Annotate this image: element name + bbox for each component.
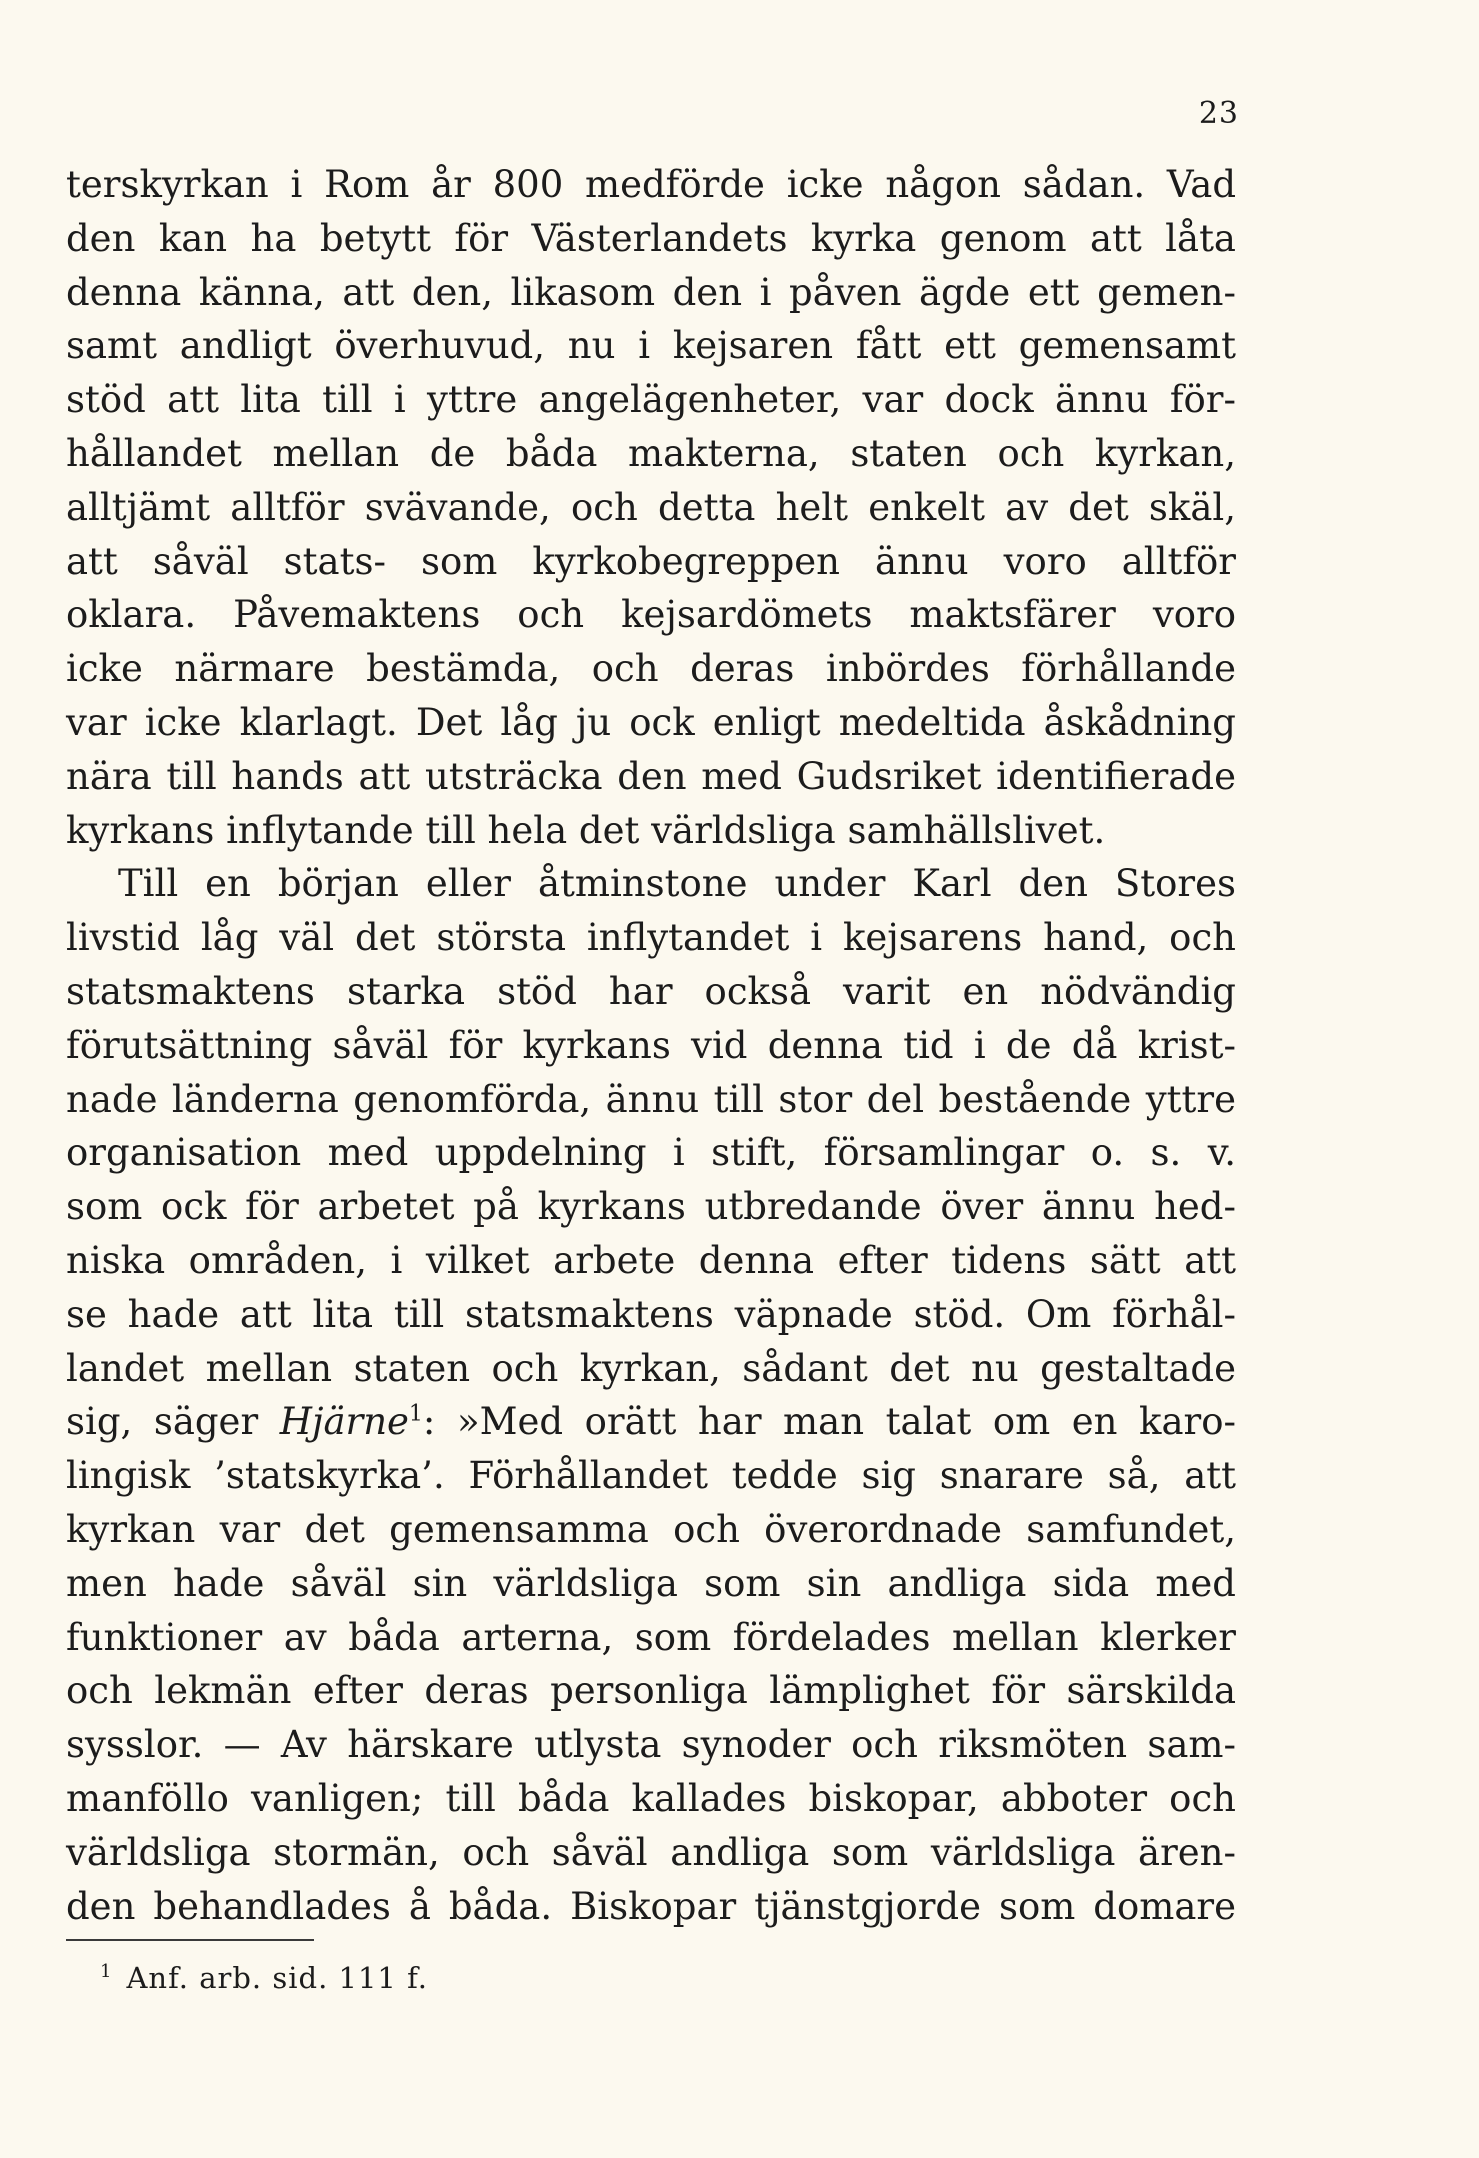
- footnote-mark: 1: [100, 1961, 113, 1983]
- cited-line-after: : »Med orätt har man talat om en karo-: [422, 1400, 1236, 1444]
- text-line: hållandet mellan de båda makterna, staten och kyrkan,: [66, 431, 1236, 475]
- footnote: [100, 1961, 428, 1995]
- cited-author: Hjärne: [279, 1400, 409, 1444]
- text-line: landet mellan staten och kyrkan, sådant det nu gestaltade: [66, 1346, 1236, 1390]
- text-line: förutsättning såväl för kyrkans vid denna tid i de då krist-: [66, 1023, 1236, 1067]
- text-line: denna känna, att den, likasom den i påven ägde ett gemen-: [66, 270, 1236, 314]
- text-line: den kan ha betytt för Västerlandets kyrka genom att låta: [66, 216, 1236, 260]
- text-line: var icke klarlagt. Det låg ju ock enligt medeltida åskådning: [66, 700, 1236, 744]
- text-line: statsmaktens starka stöd har också varit en nödvändig: [66, 969, 1236, 1013]
- text-line: livstid låg väl det största inflytandet i kejsarens hand, och: [66, 916, 1236, 960]
- footnote-reference: 1: [408, 1402, 423, 1427]
- text-line: terskyrkan i Rom år 800 medförde icke någon sådan. Vad: [66, 163, 1236, 206]
- text-line: manföllo vanligen; till båda kallades biskopar, abboter och: [66, 1776, 1236, 1820]
- text-line: nära till hands att utsträcka den med Gudsriket identifierade: [66, 754, 1236, 798]
- text-line: organisation med uppdelning i stift, församlingar o. s. v.: [66, 1131, 1236, 1175]
- text-line: se hade att lita till statsmaktens väpnade stöd. Om förhål-: [66, 1292, 1236, 1336]
- text-line: kyrkans inflytande till hela det världsliga samhällslivet.: [66, 808, 1106, 852]
- text-line: icke närmare bestämda, och deras inbördes förhållande: [66, 647, 1236, 691]
- text-line: att såväl stats- som kyrkobegreppen ännu voro alltför: [66, 539, 1236, 583]
- text-line: alltjämt alltför svävande, och detta helt enkelt av det skäl,: [66, 485, 1236, 529]
- footnote-text: Anf. arb. sid. 111 f.: [126, 1961, 429, 1995]
- text-line: som ock för arbetet på kyrkans utbredande över ännu hed-: [66, 1185, 1236, 1229]
- text-line: nade länderna genomförda, ännu till stor del bestående yttre: [66, 1077, 1236, 1121]
- text-line: Till en början eller åtminstone under Karl den Stores: [118, 862, 1236, 906]
- text-line: kyrkan var det gemensamma och överordnade samfundet,: [66, 1507, 1236, 1551]
- footnote-divider: [66, 1939, 314, 1941]
- text-line: oklara. Påvemaktens och kejsardömets maktsfärer voro: [66, 593, 1236, 637]
- text-line: lingisk ’statskyrka’. Förhållandet tedde sig snarare så, att: [66, 1454, 1236, 1498]
- page-number: 23: [1198, 96, 1239, 131]
- text-line: den behandlades å båda. Biskopar tjänstgjorde som domare: [66, 1884, 1236, 1928]
- cited-line-before: sig, säger: [66, 1400, 280, 1444]
- text-line: funktioner av båda arterna, som fördelades mellan klerker: [66, 1615, 1236, 1659]
- text-line: niska områden, i vilket arbete denna efter tidens sätt att: [66, 1238, 1236, 1282]
- text-line: samt andligt överhuvud, nu i kejsaren fått ett gemensamt: [66, 324, 1236, 368]
- text-line: och lekmän efter deras personliga lämplighet för särskilda: [66, 1669, 1236, 1713]
- text-line: världsliga stormän, och såväl andliga som världsliga ären-: [66, 1830, 1236, 1874]
- text-line: stöd att lita till i yttre angelägenheter, var dock ännu för-: [66, 378, 1236, 422]
- cited-line: [66, 1395, 1236, 1449]
- body-text: [66, 158, 1236, 1933]
- text-line: sysslor. — Av härskare utlysta synoder och riksmöten sam-: [66, 1723, 1236, 1767]
- text-line: men hade såväl sin världsliga som sin andliga sida med: [66, 1561, 1236, 1605]
